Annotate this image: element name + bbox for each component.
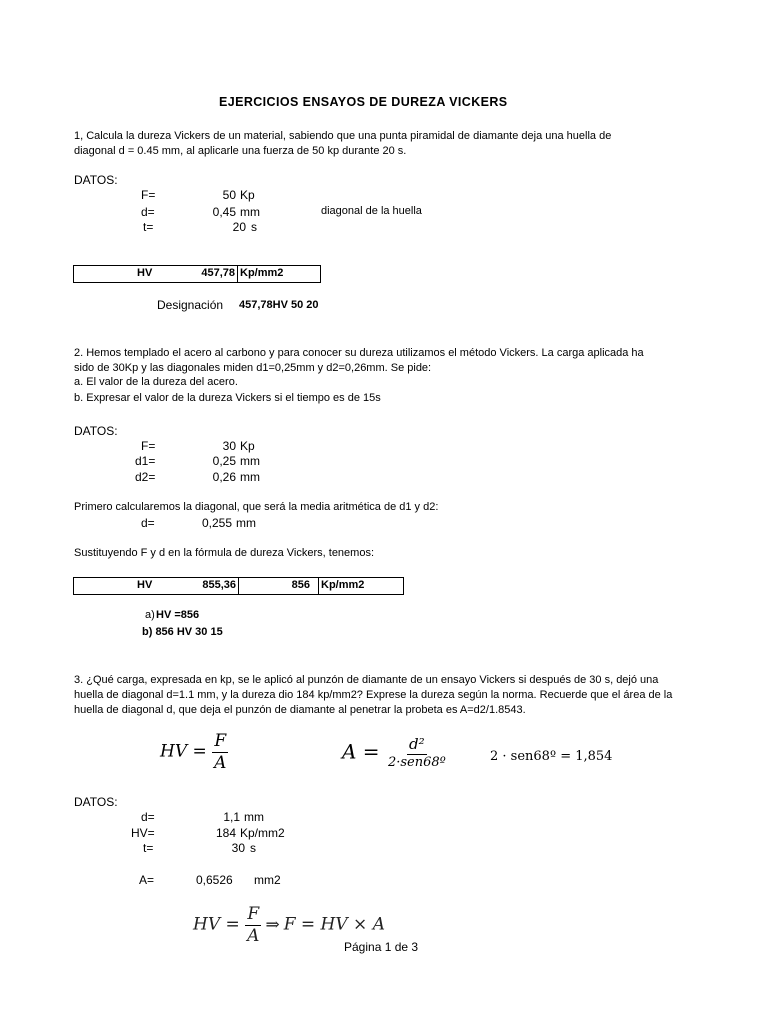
ex2-d-value: 0,255	[201, 516, 232, 530]
ex3-hv-label: HV=	[131, 826, 155, 840]
ex2-d1-value: 0,25	[212, 454, 236, 468]
ex2-d1-unit: mm	[240, 454, 260, 468]
ex3-hv-unit: Kp/mm2	[240, 826, 285, 840]
ex1-d-value: 0,45	[212, 205, 236, 219]
ex3-area-label: A=	[139, 873, 155, 887]
ex2-item-a: a. El valor de la dureza del acero.	[74, 376, 238, 388]
ex1-result-value: 457,78	[201, 267, 235, 279]
ex1-t-label: t=	[143, 220, 154, 234]
ex2-result-divider-1	[238, 577, 239, 595]
ex2-d1-label: d1=	[135, 454, 156, 468]
ex2-f-value: 30	[222, 439, 236, 453]
ex2-sustituyendo-text: Sustituyendo F y d en la fórmula de dureza Vickers, tenemos:	[74, 547, 375, 559]
formula2-fraction	[386, 736, 448, 770]
ex3-d-label: d=	[141, 810, 155, 824]
ex3-area-value: 0,6526	[196, 873, 233, 887]
ex2-answer-b: b) 856 HV 30 15	[142, 626, 223, 638]
formula4-lhs: HV	[193, 914, 221, 935]
ex2-result-rounded: 856	[291, 579, 310, 591]
formula4-den: A	[247, 925, 260, 946]
formula4-arrow: ⇒	[265, 914, 280, 935]
ex1-designacion-label: Designación	[157, 298, 224, 312]
ex2-d-label: d=	[141, 516, 155, 530]
ex1-t-value: 20	[232, 220, 246, 234]
formula1-eq: =	[187, 741, 213, 762]
ex2-result-divider-2	[318, 577, 319, 595]
formula1-fraction	[212, 732, 228, 772]
formula-hv-fa	[160, 732, 228, 772]
formula4-num: F	[247, 904, 260, 924]
ex1-statement: 1, Calcula la dureza Vickers de un material, sabiendo que una punta piramidal de diamante deja una huella de diagonal d = 0.45 mm, al aplicarle una fuerza de 50 kp durante 20 s.	[74, 130, 612, 157]
ex2-f-unit: Kp	[240, 439, 255, 453]
ex2-d2-unit: mm	[240, 470, 260, 484]
formula1-num: F	[214, 731, 227, 751]
ex3-t-unit: s	[250, 841, 256, 855]
formula1-lhs: HV	[160, 741, 188, 762]
formula2-lhs: A	[342, 739, 357, 764]
ex1-d-unit: mm	[240, 205, 260, 219]
ex2-statement: 2. Hemos templado el acero al carbono y para conocer su dureza utilizamos el método Vickers. La carga aplicada ha sido de 30Kp y las diagonales miden d1=0,25mm y d2=0,26mm. Se pide:	[74, 347, 644, 374]
formula-sen68: 2 · sen68º = 1,854	[490, 749, 613, 764]
formula2-eq: =	[356, 739, 386, 764]
ex2-answer-a: HV =856	[156, 609, 200, 621]
ex3-datos-label: DATOS:	[74, 795, 118, 809]
ex1-datos-label: DATOS:	[74, 173, 118, 187]
ex1-result-divider	[237, 265, 238, 283]
ex2-d2-value: 0,26	[212, 470, 236, 484]
formula4-fraction	[245, 905, 261, 945]
ex1-f-label: F=	[141, 188, 156, 202]
ex3-hv-value: 184	[215, 826, 236, 840]
formula4-eq: =	[220, 914, 246, 935]
ex1-d-label: d=	[141, 205, 155, 219]
ex1-d-note: diagonal de la huella	[321, 205, 422, 217]
formula1-den: A	[214, 752, 227, 773]
ex1-t-unit: s	[251, 220, 257, 234]
ex2-item-b: b. Expresar el valor de la dureza Vickers si el tiempo es de 15s	[74, 392, 381, 404]
ex2-d-unit: mm	[236, 516, 256, 530]
ex2-result-unit: Kp/mm2	[321, 579, 365, 591]
ex2-answer-a-prefix: a)	[145, 609, 155, 621]
ex1-result-label: HV	[137, 267, 153, 279]
formula4-rhs: F = HV × A	[283, 914, 385, 935]
ex2-result-value: 855,36	[202, 579, 236, 591]
ex2-f-label: F=	[141, 439, 156, 453]
ex1-f-value: 50	[222, 188, 236, 202]
ex3-area-unit: mm2	[254, 873, 281, 887]
formula2-den: 2·sen68º	[387, 754, 446, 770]
page-title: EJERCICIOS ENSAYOS DE DUREZA VICKERS	[219, 95, 508, 109]
ex3-statement: 3. ¿Qué carga, expresada en kp, se le aplicó al punzón de diamante de un ensayo Vickers si después de 30 s, dejó una huella de diagonal d=1.1 mm, y la dureza dio 184 kp/mm2? Exprese la dureza según la norma. Recuerde que el área de la huella de diagonal d, que deja el punzón de diamante al penetrar la probeta es A=d2/1.8543.	[74, 674, 673, 716]
ex2-result-label: HV	[137, 579, 153, 591]
ex3-t-label: t=	[143, 841, 154, 855]
ex1-designacion-value: 457,78HV 50 20	[239, 299, 319, 311]
ex3-t-value: 30	[231, 841, 245, 855]
ex1-f-unit: Kp	[240, 188, 255, 202]
formula2-num: d²	[409, 735, 425, 753]
page-number: Página 1 de 3	[344, 940, 419, 954]
ex2-d2-label: d2=	[135, 470, 156, 484]
formula-area	[342, 736, 448, 770]
ex3-d-value: 1,1	[223, 810, 240, 824]
ex2-datos-label: DATOS:	[74, 424, 118, 438]
ex1-result-unit: Kp/mm2	[240, 267, 284, 279]
ex2-media-text: Primero calcularemos la diagonal, que será la media aritmética de d1 y d2:	[74, 501, 439, 513]
ex3-d-unit: mm	[244, 810, 264, 824]
